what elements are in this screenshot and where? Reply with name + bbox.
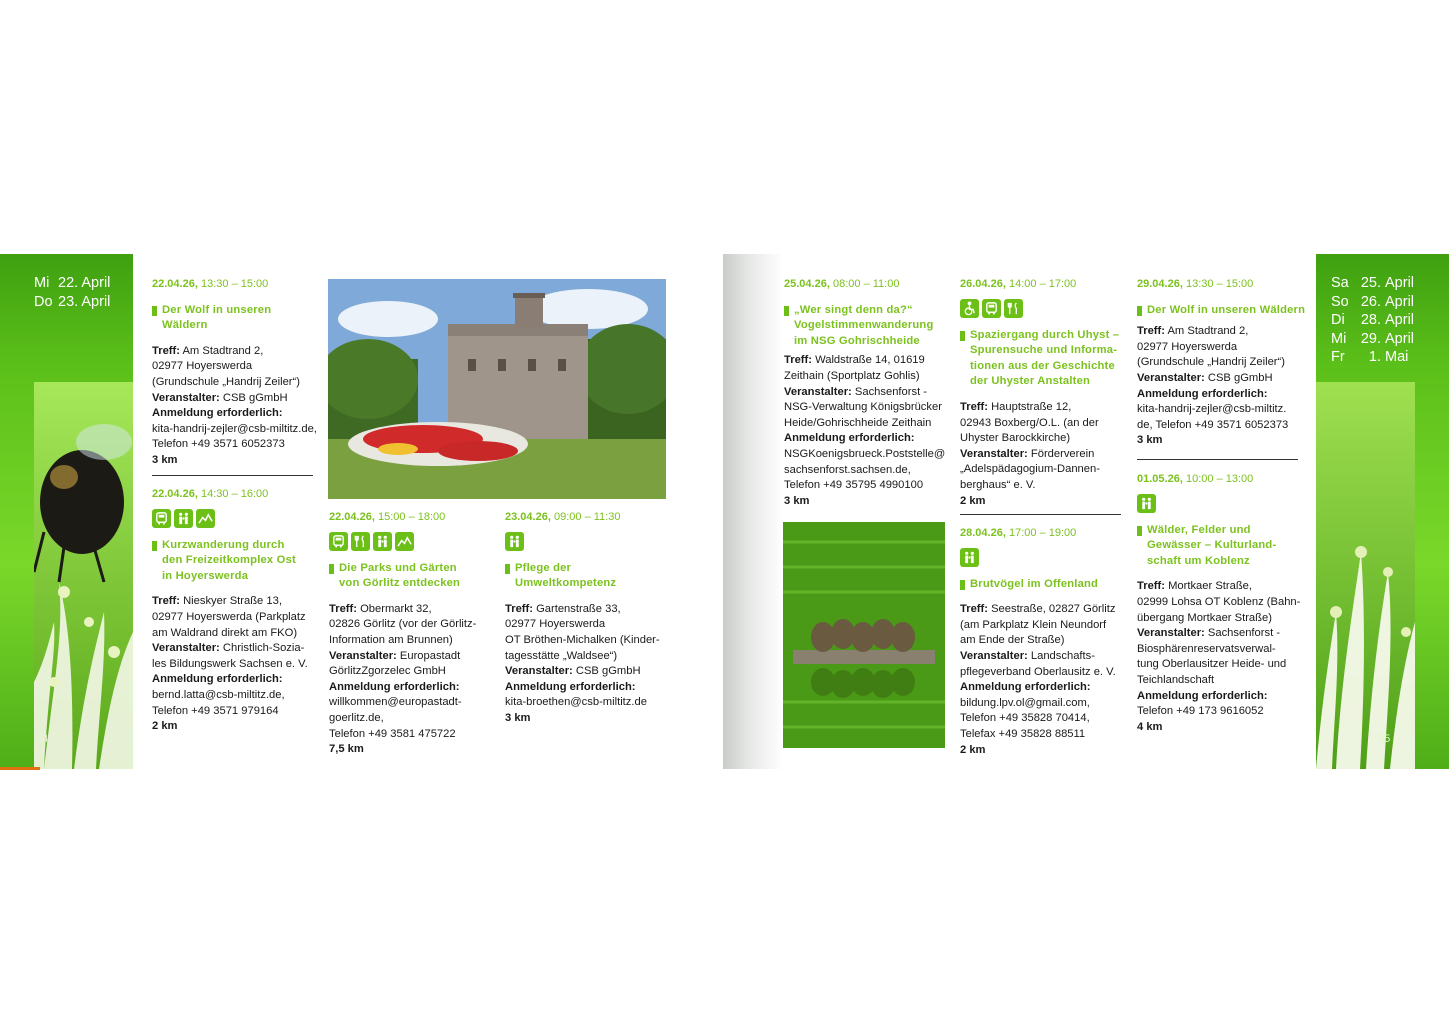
text-line: pflegeverband Oberlausitz e. V. [960, 665, 1116, 678]
weekday: Do [34, 293, 53, 310]
text-line: Information am Brunnen) [329, 633, 453, 646]
date: 23. April [58, 293, 111, 310]
day-number: 28. [1360, 312, 1381, 328]
event-details [329, 602, 499, 758]
text-line: Treff: [329, 602, 357, 615]
text-line: Christlich-Sozia- [222, 642, 305, 655]
event-details [960, 400, 1130, 509]
text-line: Wäldern [162, 319, 208, 332]
text-line: Mortkaer Straße, [1168, 580, 1253, 593]
text-line: Wälder, Felder und [1147, 523, 1251, 536]
event-date: 23.04.26, [505, 511, 551, 523]
weekday: Mi [1331, 330, 1347, 347]
event-time: 08:00 – 11:00 [832, 278, 900, 290]
text-line: Vogelstimmenwanderung [794, 319, 934, 332]
text-line: Die Parks und Gärten [339, 561, 457, 574]
text-line: (Grundschule „Handrij Zeiler“) [1137, 356, 1285, 369]
text-line: den Freizeitkomplex Ost [162, 554, 296, 567]
bumblebee-flower-photo [34, 382, 133, 769]
event-date: 26.04.26, [960, 278, 1006, 290]
text-line: tionen aus der Geschichte [970, 359, 1115, 372]
text-line: goerlitz.de, [329, 711, 384, 724]
event-date: 22.04.26, [152, 278, 198, 290]
page-gutter [723, 254, 783, 769]
event-icons [329, 532, 499, 551]
text-line: „Adelspädagogium-Dannen- [960, 463, 1100, 476]
text-line: Telefon +49 3571 979164 [152, 704, 279, 717]
text-line: am Waldrand direkt am FKO) [152, 626, 298, 639]
event-time: 15:00 – 18:00 [377, 511, 446, 523]
event-time: 14:00 – 17:00 [1008, 278, 1077, 290]
family-icon [960, 548, 979, 567]
distance: 2 km [152, 720, 178, 733]
text-line: sachsenforst.sachsen.de, [784, 463, 911, 476]
text-line: Europastadt [399, 649, 461, 662]
text-line: Telefon +49 35795 4990100 [784, 479, 924, 492]
event-date: 28.04.26, [960, 527, 1006, 539]
right-date-strip [1316, 254, 1449, 769]
text-line: Sachsenforst - [1207, 627, 1281, 640]
family-icon [174, 509, 193, 528]
text-line: Brutvögel im Offenland [970, 577, 1099, 590]
text-line: Treff: [505, 602, 533, 615]
weekday: Sa [1331, 275, 1349, 291]
event-time: 13:30 – 15:00 [1185, 278, 1254, 290]
weekday: So [1331, 293, 1349, 310]
text-line: der Uhyster Anstalten [970, 375, 1091, 388]
text-line: Pflege der [515, 561, 572, 574]
text-line: Umweltkompetenz [515, 577, 617, 590]
distance: 2 km [960, 494, 986, 507]
family-icon [373, 532, 392, 551]
text-line: Förderverein [1030, 447, 1095, 460]
event-title [505, 561, 680, 592]
event-card [960, 526, 1130, 758]
text-line: Anmeldung erforderlich: [1137, 387, 1268, 400]
distance: 3 km [152, 453, 178, 466]
text-line: Veranstalter: [152, 642, 220, 655]
month: April [1385, 293, 1415, 310]
text-line: im NSG Gohrischheide [794, 334, 920, 347]
event-details [1137, 579, 1307, 735]
event-details [1137, 324, 1307, 449]
event-title [784, 303, 954, 350]
left-date-strip [0, 254, 133, 769]
text-line: Anmeldung erforderlich: [1137, 689, 1268, 702]
text-line: 02977 Hoyerswerda [1137, 340, 1238, 353]
day-number: 1. [1368, 349, 1381, 365]
text-line: (Grundschule „Handrij Zeiler“) [152, 375, 300, 388]
text-line: Anmeldung erforderlich: [329, 680, 460, 693]
text-line: kita-broethen@csb-miltitz.de [505, 696, 647, 709]
text-line: Veranstalter: [152, 391, 220, 404]
text-line: bernd.latta@csb-miltitz.de, [152, 688, 285, 701]
text-line: CSB gGmbH [222, 391, 288, 404]
text-line: Biosphärenreservatsverwal- [1137, 642, 1276, 655]
event-title [1137, 523, 1307, 570]
text-line: tagesstätte „Waldsee“) [505, 649, 618, 662]
date: 22. April [58, 275, 111, 291]
family-icon [1137, 494, 1156, 513]
right-date-list [1331, 274, 1414, 367]
tower-garden-photo [328, 279, 666, 499]
wheelchair-icon [960, 299, 979, 318]
distance: 4 km [1137, 720, 1163, 733]
text-line: Am Stadtrand 2, [182, 344, 264, 357]
date-row [1331, 293, 1414, 312]
event-time: 17:00 – 19:00 [1008, 527, 1077, 539]
event-date: 29.04.26, [1137, 278, 1183, 290]
text-line: 02977 Hoyerswerda [505, 618, 606, 631]
text-line: „Wer singt denn da?“ [794, 303, 913, 316]
text-line: Uhyster Barockkirche) [960, 432, 1071, 445]
text-line: von Görlitz entdecken [339, 577, 461, 590]
family-icon [505, 532, 524, 551]
text-line: kita-handrij-zejler@csb-miltitz. [1137, 403, 1287, 416]
text-line: Zeithain (Sportplatz Gohlis) [784, 369, 920, 382]
text-line: GörlitzZgorzelec GmbH [329, 665, 446, 678]
date-row [1331, 330, 1414, 349]
text-line: übergang Mortkaer Straße) [1137, 611, 1272, 624]
text-line: Telefon +49 3571 6052373 [152, 438, 285, 451]
event-card [960, 277, 1130, 509]
text-line: (am Parkplatz Klein Neundorf [960, 618, 1107, 631]
text-line: NSGKoenigsbrueck.Poststelle@ [784, 447, 946, 460]
weekday: Mi [34, 275, 50, 291]
text-line: Treff: [784, 354, 812, 367]
page-number-left: 84 [36, 733, 49, 745]
event-details [960, 602, 1130, 758]
text-line: CSB gGmbH [1207, 371, 1273, 384]
text-line: Sachsenforst - [854, 385, 928, 398]
text-line: Treff: [1137, 325, 1165, 338]
event-details [152, 344, 317, 469]
month: Mai [1385, 349, 1409, 365]
event-title [329, 561, 499, 592]
text-line: Veranstalter: [1137, 371, 1205, 384]
date-row [1331, 274, 1414, 293]
text-line: Treff: [960, 400, 988, 413]
event-title [960, 328, 1130, 390]
text-line: Teichlandschaft [1137, 673, 1215, 686]
text-line: Anmeldung erforderlich: [152, 407, 283, 420]
text-line: berghaus“ e. V. [960, 478, 1036, 491]
text-line: Heide/Gohrischheide Zeithain [784, 416, 932, 429]
text-line: Veranstalter: [784, 385, 852, 398]
text-line: kita-handrij-zejler@csb-miltitz.de, [152, 422, 317, 435]
event-title [1137, 303, 1307, 319]
text-line: 02977 Hoyerswerda (Parkplatz [152, 610, 306, 623]
text-line: Treff: [152, 595, 180, 608]
text-line: Landschafts- [1030, 649, 1095, 662]
event-card [505, 510, 680, 727]
event-card [329, 510, 499, 758]
text-line: de, Telefon +49 3571 6052373 [1137, 418, 1289, 431]
month: April [1385, 330, 1415, 347]
text-line: Veranstalter: [329, 649, 397, 662]
text-line: Kurzwanderung durch [162, 538, 285, 551]
bus-icon [982, 299, 1001, 318]
text-line: les Bildungswerk Sachsen e. V. [152, 657, 308, 670]
text-line: 02999 Lohsa OT Koblenz (Bahn- [1137, 595, 1301, 608]
text-line: Hauptstraße 12, [991, 400, 1072, 413]
weekday: Fr [1331, 349, 1345, 365]
day-number: 25. [1360, 275, 1381, 291]
event-card [1137, 472, 1307, 735]
weekday: Di [1331, 312, 1345, 328]
event-time: 13:30 – 15:00 [200, 278, 269, 290]
text-line: Veranstalter: [1137, 627, 1205, 640]
event-card [152, 277, 317, 469]
text-line: CSB gGmbH [575, 665, 641, 678]
divider [152, 475, 313, 476]
text-line: Anmeldung erforderlich: [960, 681, 1091, 694]
distance: 3 km [1137, 434, 1163, 447]
event-date: 22.04.26, [152, 488, 198, 500]
page-number-right: 85 [1378, 733, 1391, 745]
text-line: Telefon +49 3581 475722 [329, 727, 456, 740]
text-line: Treff: [960, 603, 988, 616]
text-line: bildung.lpv.ol@gmail.com, [960, 696, 1090, 709]
text-line: Spaziergang durch Uhyst – [970, 328, 1120, 341]
text-line: OT Bröthen-Michalken (Kinder- [505, 633, 660, 646]
distance: 2 km [960, 743, 986, 756]
orange-accent-line [0, 767, 40, 770]
event-icons [960, 548, 1130, 567]
text-line: 02943 Boxberg/O.L. (an der [960, 416, 1099, 429]
month: April [1385, 312, 1415, 328]
text-line: Am Stadtrand 2, [1167, 325, 1249, 338]
text-line: Treff: [152, 344, 180, 357]
event-icons [505, 532, 680, 551]
white-flower-photo [1316, 382, 1415, 769]
distance: 3 km [505, 711, 531, 724]
text-line: Obermarkt 32, [360, 602, 432, 615]
text-line: Telefon +49 173 9616052 [1137, 705, 1264, 718]
distance: 3 km [784, 494, 810, 507]
text-line: Gewässer – Kulturland- [1147, 539, 1277, 552]
event-card [1137, 277, 1307, 449]
event-date: 01.05.26, [1137, 473, 1183, 485]
divider [1137, 459, 1298, 460]
event-card [784, 277, 954, 509]
event-time: 09:00 – 11:30 [553, 511, 621, 523]
bus-icon [329, 532, 348, 551]
text-line: Anmeldung erforderlich: [784, 432, 915, 445]
text-line: Nieskyer Straße 13, [183, 595, 282, 608]
restaurant-icon [1004, 299, 1023, 318]
text-line: Spurensuche und Informa- [970, 344, 1118, 357]
day-number: 29. [1360, 330, 1381, 347]
text-line: willkommen@europastadt- [329, 696, 462, 709]
event-details [784, 353, 954, 509]
restaurant-icon [351, 532, 370, 551]
ducklings-photo [783, 522, 945, 748]
hiking-icon [196, 509, 215, 528]
text-line: Anmeldung erforderlich: [505, 680, 636, 693]
bus-icon [152, 509, 171, 528]
date-row [1331, 311, 1414, 330]
text-line: Seestraße, 02827 Görlitz [991, 603, 1116, 616]
text-line: Treff: [1137, 580, 1165, 593]
text-line: Telefax +49 35828 88511 [960, 727, 1086, 740]
event-title [152, 538, 322, 585]
event-details [505, 602, 680, 727]
text-line: Der Wolf in unseren [162, 303, 272, 316]
event-date: 22.04.26, [329, 511, 375, 523]
text-line: Telefon +49 35828 70414, [960, 712, 1090, 725]
event-title [152, 303, 317, 334]
text-line: 02977 Hoyerswerda [152, 360, 253, 373]
event-title [960, 577, 1130, 593]
text-line: Der Wolf in unseren Wäldern [1147, 303, 1306, 316]
text-line: 02826 Görlitz (vor der Görlitz- [329, 618, 477, 631]
event-icons [1137, 494, 1307, 513]
text-line: tung Oberlausitzer Heide- und [1137, 658, 1287, 671]
event-details [152, 594, 322, 734]
text-line: in Hoyerswerda [162, 569, 249, 582]
text-line: Gartenstraße 33, [536, 602, 621, 615]
event-icons [152, 509, 322, 528]
text-line: am Ende der Straße) [960, 634, 1065, 647]
date-row [1331, 348, 1414, 367]
date-row [34, 274, 110, 293]
day-number: 26. [1360, 293, 1381, 310]
text-line: schaft um Koblenz [1147, 554, 1250, 567]
divider [960, 514, 1121, 515]
text-line: Veranstalter: [505, 665, 573, 678]
distance: 7,5 km [329, 743, 364, 756]
text-line: Anmeldung erforderlich: [152, 673, 283, 686]
text-line: Waldstraße 14, 01619 [815, 354, 925, 367]
hiking-icon [395, 532, 414, 551]
event-icons [960, 299, 1130, 318]
text-line: Veranstalter: [960, 447, 1028, 460]
event-card [152, 487, 322, 735]
text-line: Veranstalter: [960, 649, 1028, 662]
event-time: 10:00 – 13:00 [1185, 473, 1254, 485]
left-date-list [34, 274, 110, 311]
date-row [34, 293, 110, 312]
month: April [1385, 275, 1415, 291]
event-date: 25.04.26, [784, 278, 830, 290]
text-line: NSG-Verwaltung Königsbrücker [784, 401, 942, 414]
event-time: 14:30 – 16:00 [200, 488, 269, 500]
